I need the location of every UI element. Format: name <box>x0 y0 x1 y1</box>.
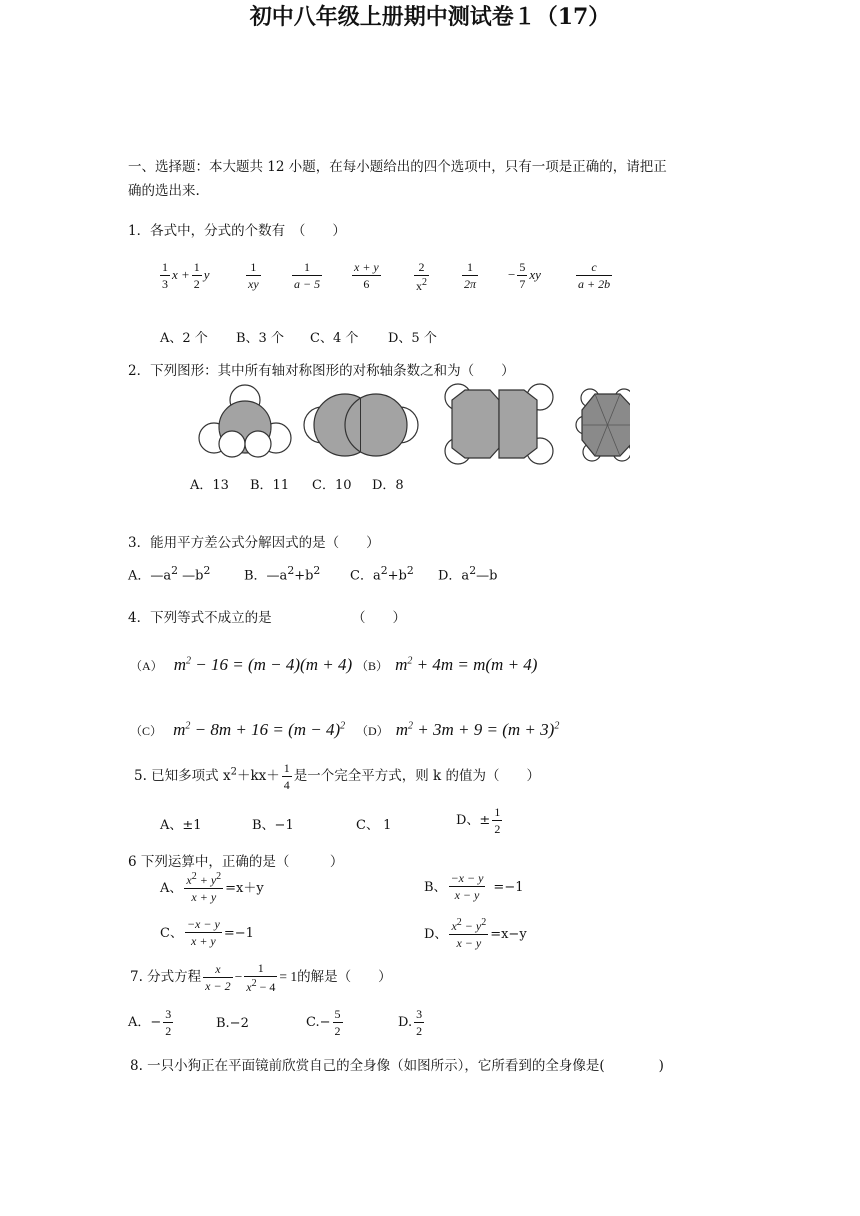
q5-option-d: D、± $\frac{1}{2}$ <box>456 805 501 836</box>
q6-option-d: D、 $\frac{x^2 - y^2}{x - y}$ =x−y <box>424 917 527 950</box>
q6-option-c: C、 $\frac{-x - y}{x + y}$ =−1 <box>160 917 254 948</box>
q5-option-c: C、 1 <box>356 818 392 833</box>
q6-option-a: A、 $\frac{x^2 + y^2}{x + y}$ =x＋y <box>160 871 264 904</box>
q3-option-c: C．$a^2+b^2$ <box>350 564 414 584</box>
question-6-stem: 6 下列运算中，正确的是（ ） <box>128 854 344 870</box>
q1-expr-8: $\frac{c}{a + 2b}$ <box>578 260 611 291</box>
q2-option-a: A．13 <box>190 478 229 493</box>
section-intro-line1: 一、选择题：本大题共 12 小题，在每小题给出的四个选项中，只有一项是正确的，请把正 <box>128 159 667 175</box>
q7-option-c: C.− $\frac{5}{2}$ <box>306 1007 341 1038</box>
q2-option-b: B．11 <box>250 478 290 493</box>
q3-option-b: B．$—a^2+b^2$ <box>244 564 321 584</box>
q1-expr-4: $\frac{x + y}{6}$ <box>354 260 379 291</box>
q5-option-b: B、−1 <box>252 818 294 833</box>
figure-1-triangle-circles <box>199 385 291 457</box>
q2-option-c: C．10 <box>312 478 352 493</box>
question-2-stem: 2．下列图形：其中所有轴对称图形的对称轴条数之和为（ ） <box>128 363 515 379</box>
q4-option-c: （C） $m^2 - 8m + 16 = (m - 4)^2$ <box>130 720 346 739</box>
q1-expr-7: − $\frac{5}{7}$ xy <box>508 260 541 291</box>
figure-3-octagons <box>445 384 553 464</box>
q6-option-b: B、 $\frac{-x - y}{x - y}$ =−1 <box>424 871 524 902</box>
q2-figures <box>190 380 630 466</box>
q1-option-a: A、2 个 <box>160 331 208 346</box>
figure-4-hexagon <box>576 389 630 461</box>
q1-option-b: B、3 个 <box>236 331 284 346</box>
q1-option-d: D、5 个 <box>388 331 437 346</box>
q1-expr-2: $\frac{1}{xy}$ <box>248 260 259 291</box>
q1-option-c: C、4 个 <box>310 331 359 346</box>
q4-option-d: （D） $m^2 + 3m + 9 = (m + 3)^2$ <box>356 720 560 739</box>
q5-option-a: A、±1 <box>160 818 202 833</box>
question-1-stem: 1．各式中，分式的个数有 （ ） <box>128 223 346 239</box>
page-title: 初中八年级上册期中测试卷１（17） <box>249 4 611 30</box>
question-7-stem: 7. 分式方程 $\frac{x}{x - 2}$ − $\frac{1}{x^2 - 4}$ = 1的解是（ ） <box>130 961 392 994</box>
question-4-stem: 4．下列等式不成立的是 <box>128 610 272 626</box>
q3-option-d: D．$a^2—b$ <box>438 564 498 584</box>
q1-expr-5: $\frac{2}{x^2}$ <box>416 260 427 293</box>
question-3-stem: 3．能用平方差公式分解因式的是（ ） <box>128 535 380 551</box>
section-intro-line2: 确的选出来. <box>128 183 200 199</box>
q1-expr-1: $\frac{1}{3}$ x + $\frac{1}{2}$ y <box>162 260 210 291</box>
figure-2-double-circle <box>304 394 418 456</box>
q1-expr-6: $\frac{1}{2\pi}$ <box>464 260 477 291</box>
question-4-paren: （ ） <box>352 610 406 626</box>
question-5-stem: 5. 已知多项式 $x^2+kx+$ $\frac{1}{4}$ 是一个完全平方式，则 k 的值为（ ） <box>134 761 541 792</box>
q1-expr-3: $\frac{1}{a - 5}$ <box>294 260 321 291</box>
q4-option-b: （B） $m^2 + 4m = m(m + 4)$ <box>356 655 538 674</box>
q3-option-a: A．$—a^2$ $—b^2$ <box>128 564 211 584</box>
q7-option-b: B.−2 <box>216 1016 249 1031</box>
q7-option-a: A．− $\frac{3}{2}$ <box>128 1007 172 1038</box>
q2-option-d: D．8 <box>372 478 404 493</box>
q4-option-a: （A） $m^2 - 16 = (m - 4)(m + 4)$ <box>130 655 353 674</box>
question-8-stem: 8. 一只小狗正在平面镜前欣赏自己的全身像（如图所示），它所看到的全身像是( ) <box>130 1058 664 1074</box>
q7-option-d: D. $\frac{3}{2}$ <box>398 1007 423 1038</box>
